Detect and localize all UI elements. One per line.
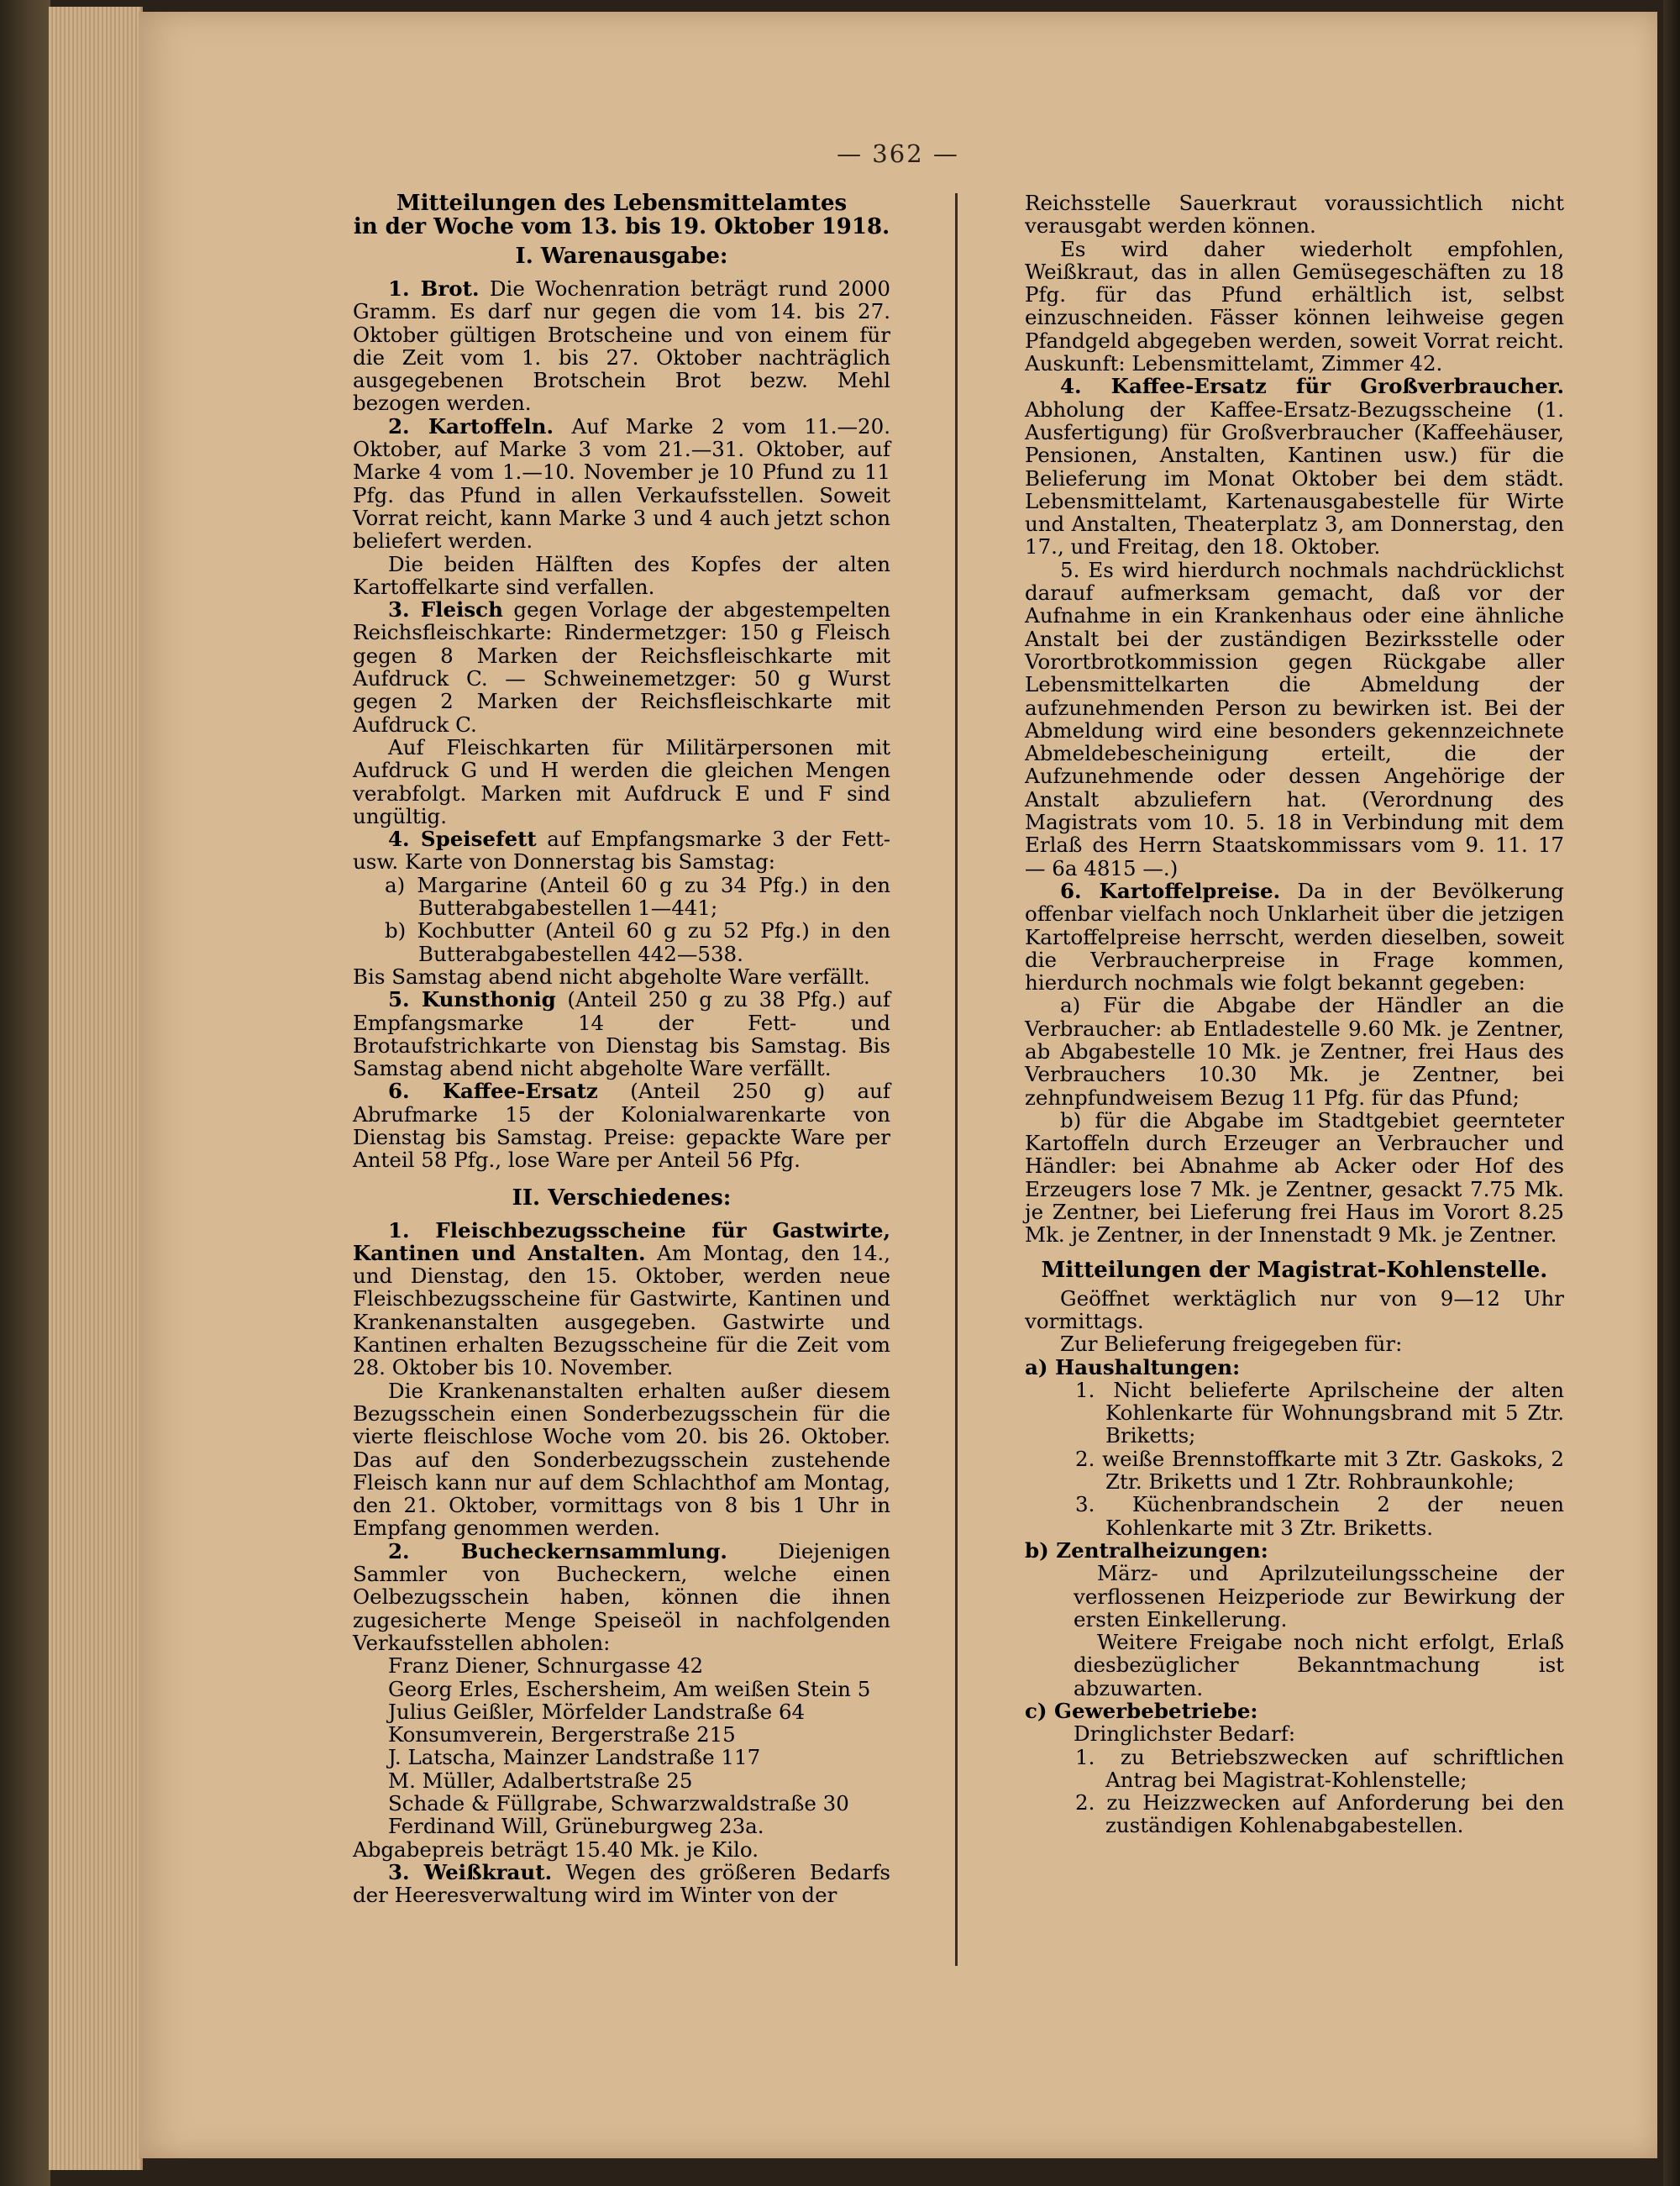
list-item: M. Müller, Adalbertstraße 25 <box>388 1768 693 1793</box>
kohlenstelle-freigabe: Zur Belieferung freigegeben für: <box>1060 1332 1403 1357</box>
right-column <box>1025 192 1564 1837</box>
book-binding-right <box>1663 0 1680 2186</box>
speisefett-note: Bis Samstag abend nicht abgeholte Ware verfällt. <box>353 964 870 989</box>
list-item: J. Latscha, Mainzer Landstraße 117 <box>388 1745 761 1770</box>
page-number: — 362 — <box>837 139 959 168</box>
preise-erzeuger-item: b) für die Abgabe im Stadtgebiet geernteter Kartoffeln durch Erzeuger an Verbraucher und Händler: bei Abnahme ab Acker oder Hof des Erzeugers lose 7 Mk. je Zentner, gesackt 7.75 Mk. je Zentner, bei Lieferung frei Haus im Vorort 8.25 Mk. je Zentner, in der Innenstadt 9 Mk. je Zentner. <box>1025 1107 1564 1248</box>
brot-paragraph: 1. Brot. Die Wochenration beträgt rund 2000 Gramm. Es darf nur gegen die vom 14. bis 27. Oktober gültigen Brotscheine und von einem für die Zeit vom 1. bis 27. Oktober nachträglich ausgegebenen Brotschein Brot bezw. Mehl bezogen werden. <box>353 276 890 416</box>
warenausgabe-heading: I. Warenausgabe: <box>515 244 728 269</box>
haushaltungen-label: a) Haushaltungen: <box>1025 1354 1241 1379</box>
kohlenstelle-hours: Geöffnet werktäglich nur von 9—12 Uhr vormittags. <box>1025 1285 1564 1333</box>
kunsthonig-paragraph: 5. Kunsthonig (Anteil 250 g zu 38 Pfg.) auf Empfangsmarke 14 der Fett- und Brotaufstrichkarte von Dienstag bis Samstag. Bis Samstag abend nicht abgeholte Ware verfällt. <box>353 987 890 1081</box>
kartoffelkarte-paragraph: Die beiden Hälften des Kopfes der alten Kartoffelkarte sind verfallen. <box>353 551 890 599</box>
zentralheizungen-note: Weitere Freigabe noch nicht erfolgt, Erlaß diesbezüglicher Bekanntmachung ist abzuwarten. <box>1074 1630 1564 1700</box>
gewerbebetriebe-intro: Dringlichster Bedarf: <box>1074 1721 1296 1747</box>
list-item: 2. zu Heizzwecken auf Anforderung bei den zuständigen Kohlenabgabestellen. <box>1075 1790 1564 1838</box>
lebensmittelamt-heading: Mitteilungen des Lebensmittelamtes <box>396 191 848 216</box>
zentralheizungen-text: März- und Aprilzuteilungsscheine der verflossenen Heizperiode zur Bewirkung der ersten Einkellerung. <box>1074 1561 1564 1632</box>
abgabepreis-line: Abgabepreis beträgt 15.40 Mk. je Kilo. <box>353 1837 759 1862</box>
list-item: 1. zu Betriebszwecken auf schriftlichen Antrag bei Magistrat-Kohlenstelle; <box>1075 1744 1564 1792</box>
zentralheizungen-label: b) Zentralheizungen: <box>1025 1537 1268 1563</box>
fleischbezugsscheine-paragraph: 1. Fleischbezugsscheine für Gastwirte, Kantinen und Anstalten. Am Montag, den 14., und Dienstag, den 15. Oktober, werden neue Fleischbezugsscheine für Gastwirte, Kantinen und Krankenanstalten ausgegeben. Gastwirte und Kantinen erhalten Bezugsscheine für die Zeit vom 28. Oktober bis 10. November. <box>353 1217 891 1380</box>
column-divider <box>955 193 958 1966</box>
list-item: Georg Erles, Eschersheim, Am weißen Stein 5 <box>388 1676 871 1701</box>
grossverbraucher-paragraph: 4. Kaffee-Ersatz für Großverbraucher. Abholung der Kaffee-Ersatz-Bezugsscheine (1. Ausfertigung) für Großverbraucher (Kaffeehäuser, Pensionen, Anstalten, Kantinen usw.) für die Belieferung im Monat Oktober bei dem städt. Lebensmittelamt, Kartenausgabestelle für Wirte und Anstalten, Theaterplatz 3, am Donnerstag, den 17., und Freitag, den 18. Oktober. <box>1025 374 1564 560</box>
weisskraut-paragraph: 3. Weißkraut. Wegen des größeren Bedarfs der Heeresverwaltung wird im Winter von der <box>353 1859 890 1908</box>
book-binding-left <box>0 0 50 2186</box>
kochbutter-item: b) Kochbutter (Anteil 60 g zu 52 Pfg.) in den Butterabgabestellen 442—538. <box>385 918 890 966</box>
list-item: 1. Nicht belieferte Aprilscheine der alten Kohlenkarte für Wohnungsbrand mit 5 Ztr. Briketts; <box>1075 1377 1564 1448</box>
list-item: Ferdinand Will, Grüneburgweg 23a. <box>388 1814 764 1839</box>
zentralheizungen-block <box>1025 1562 1564 1700</box>
seller-list <box>353 1654 890 1837</box>
weisskraut-advice-paragraph: Es wird daher wiederholt empfohlen, Weißkraut, das in allen Gemüsegeschäften zu 18 Pfg. für das Pfund erhältlich ist, selbst einzuschneiden. Fässer können leihweise gegen Pfandgeld abgegeben werden, soweit Vorrat reicht. Auskunft: Lebensmittelamt, Zimmer 42. <box>1025 236 1564 376</box>
speisefett-paragraph: 4. Speisefett auf Empfangsmarke 3 der Fett- usw. Karte von Donnerstag bis Samstag: <box>353 827 890 875</box>
kaffee-ersatz-paragraph: 6. Kaffee-Ersatz (Anteil 250 g) auf Abrufmarke 15 der Kolonialwarenkarte von Dienstag bis Samstag. Preise: gepackte Ware per Anteil 58 Pfg., lose Ware per Anteil 56 Pfg. <box>353 1079 890 1173</box>
list-item: Konsumverein, Bergerstraße 215 <box>388 1722 736 1747</box>
militaer-fleisch-paragraph: Auf Fleischkarten für Militärpersonen mit Aufdruck G und H werden die gleichen Mengen verabfolgt. Marken mit Aufdruck E und F sind ungültig. <box>353 734 890 828</box>
verschiedenes-heading: II. Verschiedenes: <box>512 1185 732 1211</box>
kartoffeln-paragraph: 2. Kartoffeln. Auf Marke 2 vom 11.—20. Oktober, auf Marke 3 vom 21.—31. Oktober, auf Marke 4 vom 1.—10. November je 10 Pfund zu 11 Pfg. das Pfund in allen Verkaufsstellen. Soweit Vorrat reicht, kann Marke 3 und 4 auch jetzt schon beliefert werden. <box>353 413 890 554</box>
page-stack-edge <box>49 7 143 2170</box>
sauerkraut-continuation: Reichsstelle Sauerkraut voraussichtlich nicht verausgabt werden können. <box>1025 191 1564 239</box>
fleisch-paragraph: 3. Fleisch gegen Vorlage der abgestempelten Reichsfleischkarte: Rindermetzger: 150 g Fleisch gegen 8 Marken der Reichsfleischkarte mit Aufdruck C. — Schweinemetzger: 50 g Wurst gegen 2 Marken der Reichsfleischkarte mit Aufdruck C. <box>353 597 890 737</box>
bucheckern-paragraph: 2. Bucheckernsammlung. Diejenigen Sammler von Bucheckern, welche einen Oelbezugsschein haben, können die ihnen zugesicherte Menge Speiseöl in nachfolgenden Verkaufsstellen abholen: <box>353 1538 890 1655</box>
margarine-item: a) Margarine (Anteil 60 g zu 34 Pfg.) in den Butterabgabestellen 1—441; <box>385 872 890 921</box>
list-item: Julius Geißler, Mörfelder Landstraße 64 <box>388 1699 806 1724</box>
list-item: Schade & Füllgrabe, Schwarzwaldstraße 30 <box>388 1791 849 1816</box>
lebensmittelamt-subheading: in der Woche vom 13. bis 19. Oktober 1918. <box>353 214 890 239</box>
list-item: Franz Diener, Schnurgasse 42 <box>388 1653 704 1679</box>
kohlenstelle-heading: Mitteilungen der Magistrat-Kohlenstelle. <box>1041 1257 1548 1283</box>
krankenhaus-abmeldung-paragraph: 5. Es wird hierdurch nochmals nachdrücklichst darauf aufmerksam gemacht, daß vor der Aufnahme in ein Krankenhaus oder eine ähnliche Anstalt bei der zuständigen Bezirksstelle oder Vorortbrotkommission gegen Rückgabe aller Lebensmittelkarten die Abmeldung der aufzunehmenden Person zu bewirken ist. Bei der Abmeldung wird eine besonders gekennzeichnete Abmeldebescheinigung erteilt, die der Aufzunehmende oder dessen Angehörige der Anstalt abzuliefern hat. (Verordnung des Magistrats vom 10. 5. 18 in Verbindung mit dem Erlaß des Herrn Staatskommissars vom 9. 11. 17 — 6a 4815 —.) <box>1025 557 1564 880</box>
preise-haendler-item: a) Für die Abgabe der Händler an die Verbraucher: ab Entladestelle 9.60 Mk. je Zentner, ab Abgabestelle 10 Mk. je Zentner, frei Haus des Verbrauchers 10.30 Mk. je Zentner, bei zehnpfundweisem Bezug 11 Pfg. für das Pfund; <box>1025 993 1564 1110</box>
left-column <box>353 192 890 1906</box>
list-item: 3. Küchenbrandschein 2 der neuen Kohlenkarte mit 3 Ztr. Briketts. <box>1075 1492 1564 1540</box>
krankenanstalten-paragraph: Die Krankenanstalten erhalten außer diesem Bezugsschein einen Sonderbezugsschein für die vierte fleischlose Woche vom 20. bis 26. Oktober. Das auf den Sonderbezugsschein zustehende Fleisch kann nur auf dem Schlachthof am Montag, den 21. Oktober, vormittags von 8 bis 1 Uhr in Empfang genommen werden. <box>353 1378 890 1541</box>
kartoffelpreise-paragraph: 6. Kartoffelpreise. Da in der Bevölkerung offenbar vielfach noch Unklarheit über die jetzigen Kartoffelpreise herrscht, werden dieselben, soweit die Verbraucherpreise in Frage kommen, hierdurch nochmals wie folgt bekannt gegeben: <box>1025 878 1564 996</box>
list-item: 2. weiße Brennstoffkarte mit 3 Ztr. Gaskoks, 2 Ztr. Briketts und 1 Ztr. Rohbraunkohle; <box>1075 1446 1564 1495</box>
gewerbebetriebe-label: c) Gewerbebetriebe: <box>1025 1699 1258 1723</box>
